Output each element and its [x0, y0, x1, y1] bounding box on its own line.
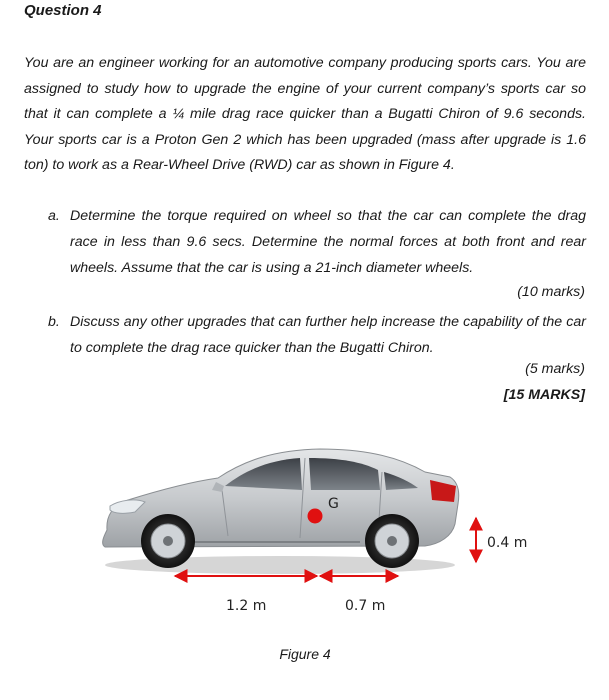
- car-figure: [0, 420, 609, 650]
- front-dim-label: 1.2 m: [226, 598, 267, 614]
- part-b-label: b.: [48, 314, 60, 330]
- height-label: 0.4 m: [487, 535, 528, 551]
- part-a-marks: (10 marks): [517, 284, 585, 300]
- cg-dot: [308, 509, 323, 524]
- part-b-marks: (5 marks): [525, 361, 585, 377]
- figure-caption: Figure 4: [279, 646, 331, 662]
- part-a-label: a.: [48, 208, 60, 224]
- question-title: Question 4: [24, 2, 102, 19]
- rear-wheel: [365, 514, 419, 568]
- question-intro: You are an engineer working for an automotive company producing sports cars. You are assigned to study how to upgrade the engine of your current company’s sports car so that it can complete a ¼ mile drag race quicker than a Bugatti Chiron of 9.6 seconds. Your sports car is a Proton Gen 2 which has been upgraded (mass after upgrade is 1.6 ton) to work as a Rear-Wheel Drive (RWD) car as shown in Figure 4.: [24, 55, 586, 173]
- front-wheel: [141, 514, 195, 568]
- total-marks: [15 MARKS]: [503, 387, 585, 403]
- cg-label: G: [328, 496, 339, 512]
- part-a: [48, 203, 586, 281]
- part-a-text: Determine the torque required on wheel so that the car can complete the drag race in less than 9.6 secs. Determine the normal forces at both front and rear wheels. Assume that the car is using a 21-inch diameter wheels.: [70, 208, 586, 276]
- part-b: [48, 309, 586, 361]
- rear-dim-label: 0.7 m: [345, 598, 386, 614]
- part-b-text: Discuss any other upgrades that can further help increase the capability of the car to complete the drag race quicker than the Bugatti Chiron.: [70, 314, 586, 356]
